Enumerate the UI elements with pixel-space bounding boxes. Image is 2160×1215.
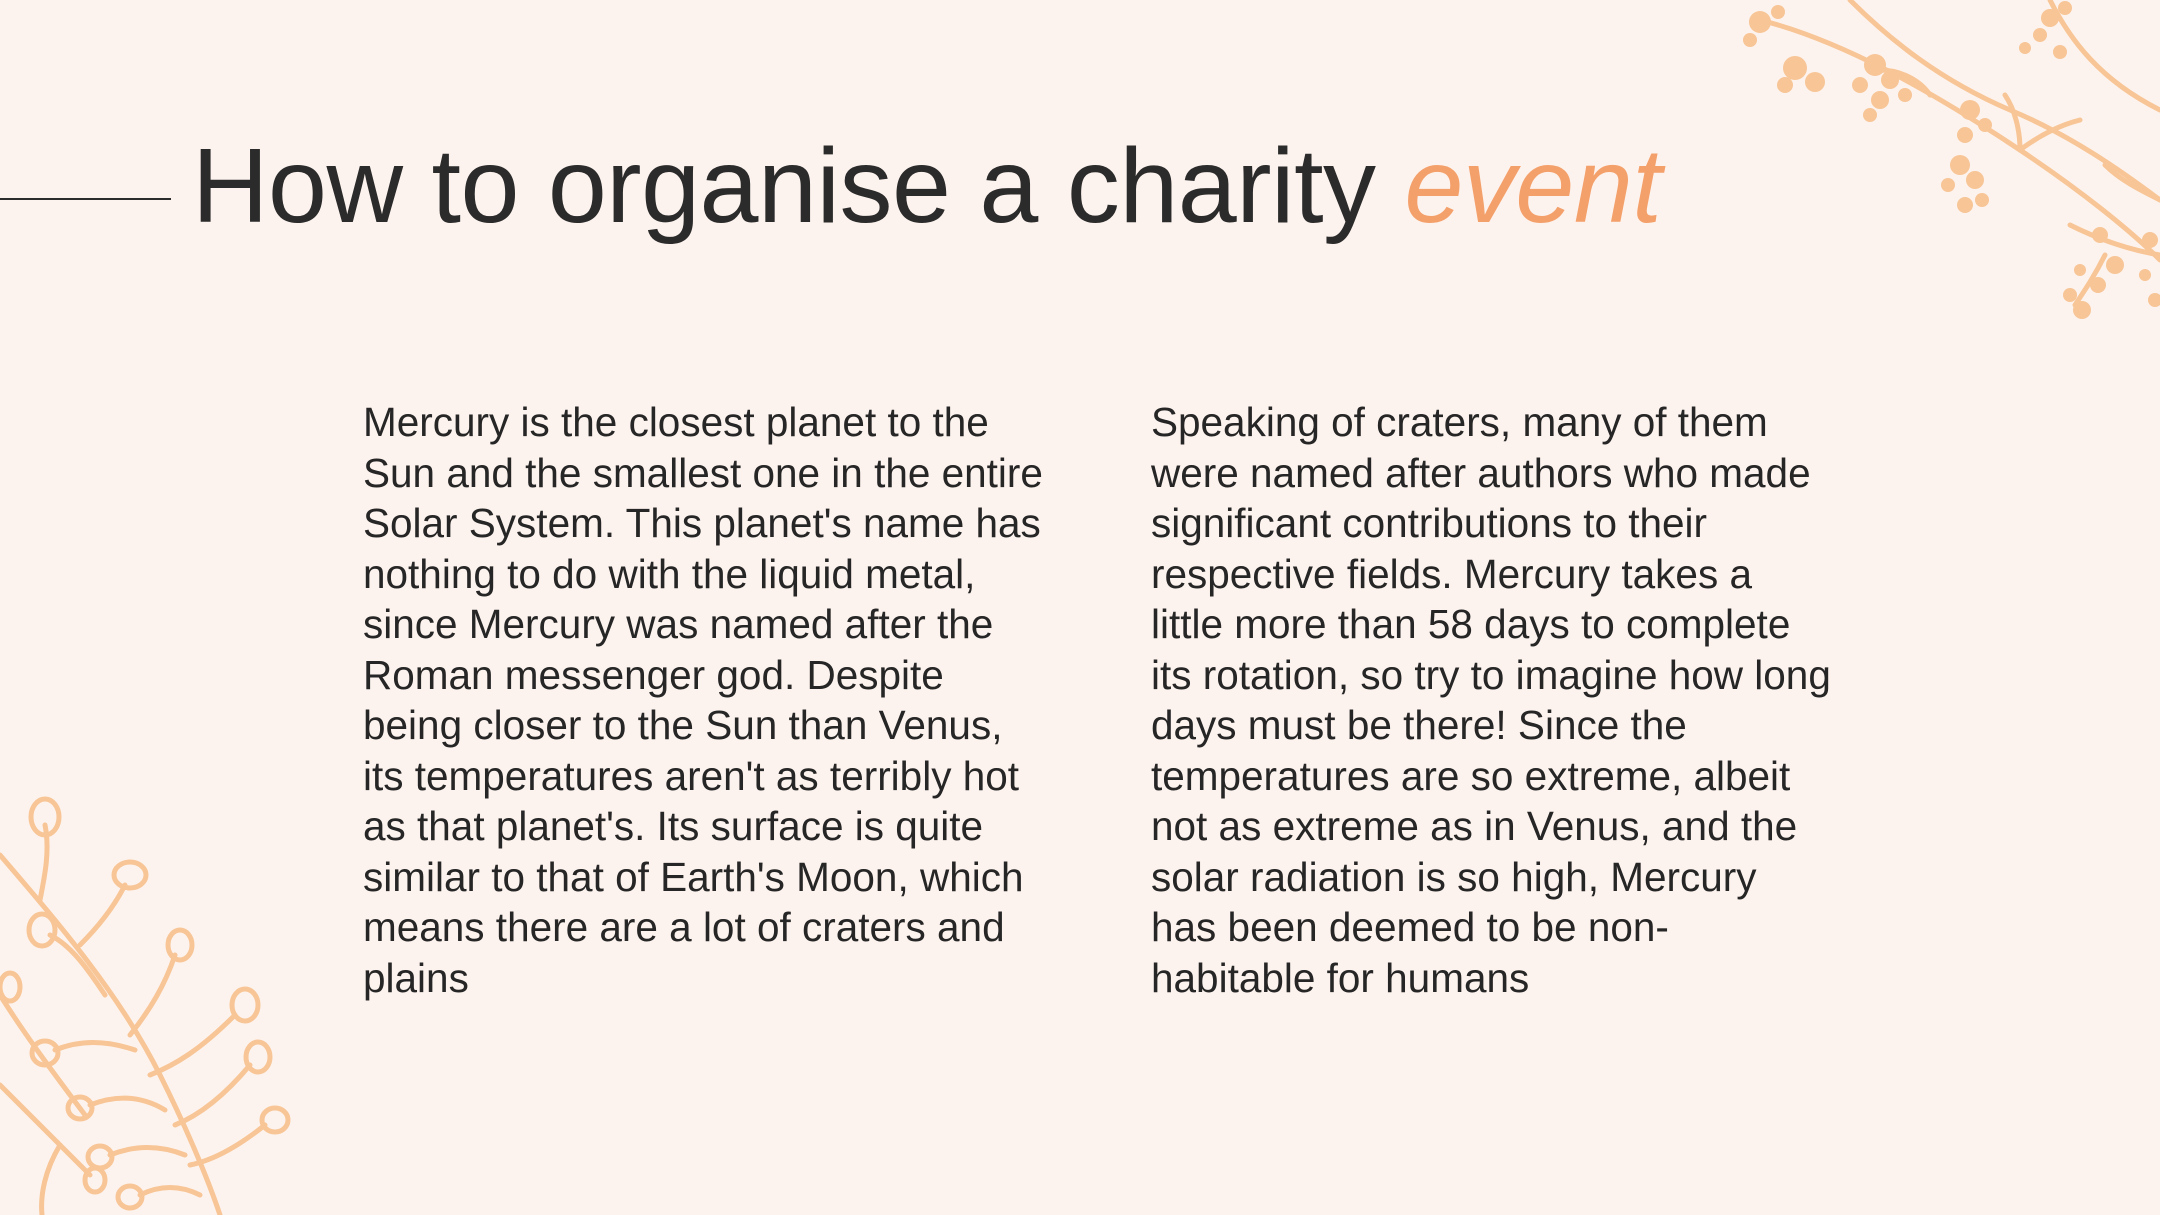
floral-sprig-icon <box>0 795 340 1215</box>
body-column-right: Speaking of craters, many of them were named after authors who made significant contributions to their respective fields. Mercury takes a little more than 58 days to complete its rotation, so try to imagine how long days must be there! Since the temperatures are so extreme, albeit not as extreme as in Venus, and the solar radiation is so high, Mercury has been deemed to be non-habitable for humans <box>1151 399 1831 1001</box>
title-rule <box>0 198 171 200</box>
floral-branch-icon <box>1720 0 2160 345</box>
page-title <box>192 128 1661 245</box>
title-accent: event <box>1404 127 1662 245</box>
body-column-left: Mercury is the closest planet to the Sun and the smallest one in the entire Solar System. This planet's name has nothing to do with the liquid metal, since Mercury was named after the Roman messenger god. Despite being closer to the Sun than Venus, its temperatures aren't as terribly hot as that planet's. Its surface is quite similar to that of Earth's Moon, which means there are a lot of craters and plains <box>363 399 1043 1001</box>
title-main: How to organise a charity <box>192 127 1405 245</box>
